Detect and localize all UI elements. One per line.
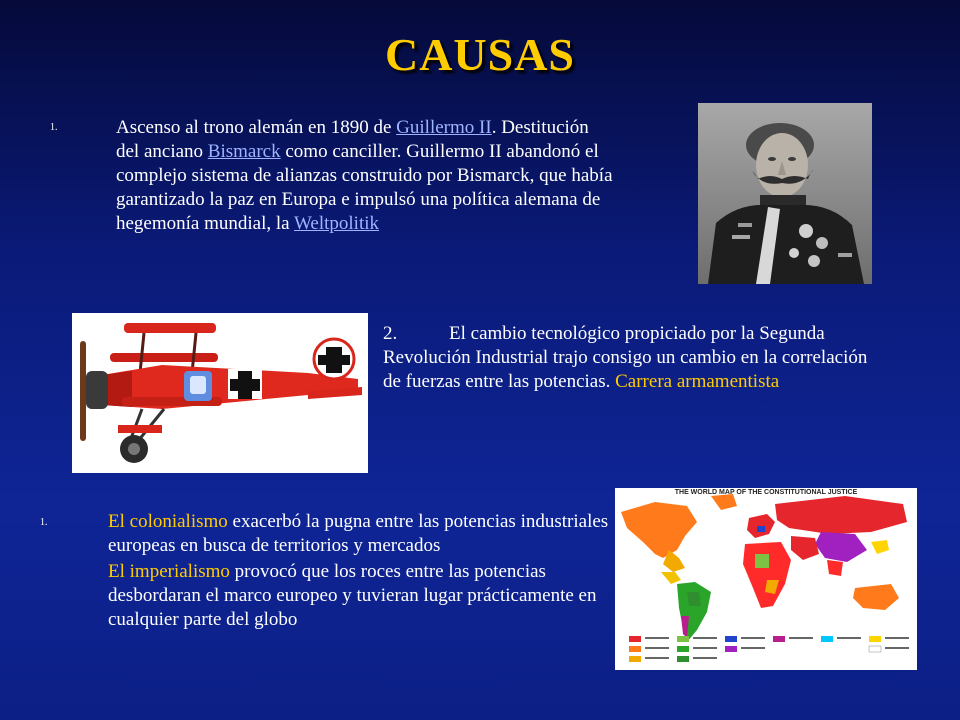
list-marker: 1.: [50, 122, 58, 133]
cause-text: . Destitución del anciano: [116, 117, 589, 162]
imperialismo-highlight: El imperialismo: [108, 561, 230, 582]
list-marker: 1.: [40, 517, 48, 528]
triplane-drawing: [72, 313, 368, 473]
guillermo-ii-link[interactable]: Guillermo II: [396, 117, 492, 138]
triplane-image: [72, 313, 368, 473]
cause-text: El cambio tecnológico propiciado por la Segunda Revolución Industrial trajo consigo un cambio en la correlación de fuerzas entre las potencias.: [383, 323, 868, 392]
kaiser-portrait-drawing: [698, 103, 872, 284]
cause-text: Ascenso al trono alemán en 1890 de: [116, 117, 397, 138]
slide-title: CAUSAS: [384, 29, 576, 80]
bismarck-link[interactable]: Bismarck: [207, 141, 281, 162]
kaiser-portrait-image: [698, 103, 872, 284]
cause-paragraph-colonialism: [108, 510, 618, 558]
cause-paragraph-guillermo: [116, 116, 616, 236]
list-number: 2.: [383, 323, 398, 344]
cause-text: exacerbó la pugna entre las potencias industriales europeas en busca de territorios y mercados: [108, 511, 609, 556]
carrera-armamentista-highlight: Carrera armamentista: [615, 371, 780, 392]
cause-text: como canciller. Guillermo II abandonó el complejo sistema de alianzas construido por Bismarck, que había garantizado la paz en Europa e impulsó una política alemana de hegemonía mundial, la: [116, 141, 613, 234]
colonialismo-highlight: El colonialismo: [108, 511, 228, 532]
constitutional-justice-world-map: [615, 488, 917, 670]
map-title: THE WORLD MAP OF THE CONSTITUTIONAL JUSTICE: [674, 489, 858, 496]
world-map-drawing: [615, 488, 917, 670]
cause-paragraph-technology: [383, 322, 873, 394]
cause-paragraph-imperialism: [108, 560, 618, 632]
cause-text: provocó que los roces entre las potencias desbordaran el marco europeo y tuvieran lugar prácticamente en cualquier parte del globo: [108, 561, 597, 630]
weltpolitik-link[interactable]: Weltpolitik: [294, 213, 380, 234]
